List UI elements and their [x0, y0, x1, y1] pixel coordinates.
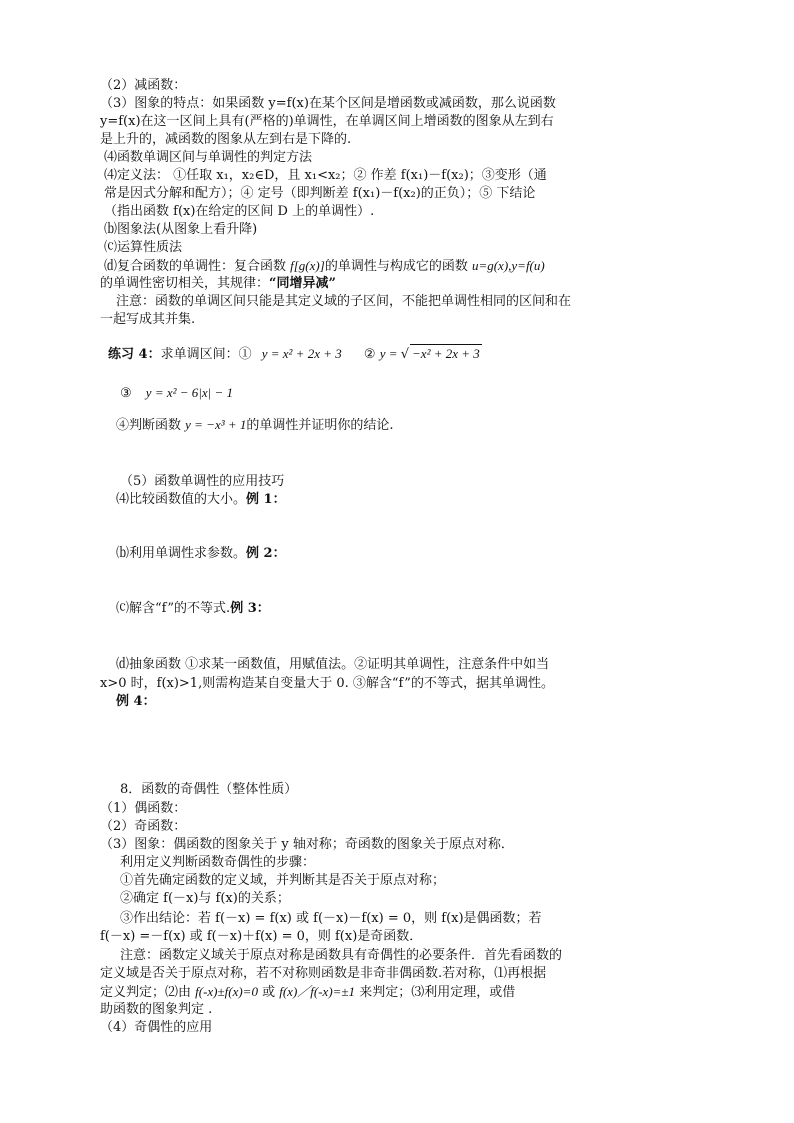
exercise-q3: y = x² − 6|x| − 1 [145, 385, 233, 400]
exercise-4-line-2 [120, 384, 233, 403]
graph-feature-line-1: （3）图象的特点：如果函数 y=f(x)在某个区间是增函数或减函数，那么说函数 [100, 96, 556, 111]
exercise-q2-lhs: y = [379, 346, 401, 361]
parity-step-3-line-2: f(－x) =－f(x) 或 f(－x)＋f(x) = 0，则 f(x)是奇函数． [100, 929, 423, 944]
parity-application-heading: （4）奇偶性的应用 [100, 1020, 213, 1035]
parity-note-line-3 [100, 983, 515, 1002]
monotonic-note-line-1: 注意：函数的单调区间只能是其定义域的子区间，不能把单调性相同的区间和在 [116, 294, 572, 309]
decreasing-function-heading: （2）减函数： [100, 78, 187, 93]
parity-note-or: 或 [257, 985, 280, 1000]
graph-method: ⒝图象法(从图象上看升降) [104, 222, 258, 237]
application-b-text: ⒝利用单调性求参数。 [116, 546, 247, 561]
exercise-q4-expr: y = −x³ + 1 [185, 417, 247, 432]
exercise-text: 求单调区间：① [160, 347, 256, 362]
exercise-q2-mark: ② [363, 347, 376, 362]
exercise-4-line-3 [116, 416, 394, 435]
application-a [116, 491, 286, 509]
graph-feature-line-3: 是上升的，减函数的图象从左到右是下降的. [100, 132, 352, 147]
exercise-q4-text-2: 的单调性并证明你的结论. [246, 418, 394, 433]
parity-heading: 8．函数的奇偶性（整体性质） [120, 782, 298, 797]
exercise-4-line-1 [108, 344, 482, 364]
exercise-label: 练习 4： [108, 347, 161, 362]
parity-steps-heading: 利用定义判断函数奇偶性的步骤： [120, 855, 316, 870]
parity-note-line-2: 定义域是否关于原点对称，若不对称则函数是非奇非偶函数.若对称，⑴再根据 [100, 966, 547, 981]
parity-note-line-1: 注意：函数定义域关于原点对称是函数具有奇偶性的必要条件．首先看函数的 [120, 948, 563, 963]
application-c-text: ⒞解含“f”的不等式. [116, 601, 231, 616]
definition-method-line-1: ⑷定义法： ①任取 x₁，x₂∈D，且 x₁<x₂；② 作差 f(x₁)－f(x₂)；③变形（通 [104, 168, 547, 183]
monotonic-methods-heading: ⑷函数单调区间与单调性的判定方法 [104, 150, 313, 165]
example-1-label: 例 1： [246, 492, 286, 507]
parity-graph: （3）图象：偶函数的图象关于 y 轴对称；奇函数的图象关于原点对称． [100, 837, 514, 852]
application-a-text: ⑷比较函数值的大小。 [116, 492, 247, 507]
parity-note-line-4: 助函数的图象判定 . [100, 1002, 213, 1017]
parity-formula-2: f(x)／f(-x)=±1 [279, 984, 356, 999]
application-c [116, 600, 270, 618]
parity-step-1: ①首先确定函数的定义域，并判断其是否关于原点对称； [120, 873, 446, 888]
composite-rule: “同增异减” [269, 276, 336, 291]
abstract-function-line-1: ⒟抽象函数 ①求某一函数值，用赋值法。②证明其单调性，注意条件中如当 [116, 657, 550, 672]
definition-method-line-3: （指出函数 f(x)在给定的区间 D 上的单调性）. [104, 204, 375, 219]
composite-text: ⒟复合函数的单调性：复合函数 [104, 259, 291, 274]
example-4-label: 例 4： [116, 694, 156, 709]
composite-text-2: 的单调性与构成它的函数 [324, 259, 472, 274]
definition-method-line-2: 常是因式分解和配方）；④ 定号（即判断差 f(x₁)－f(x₂)的正负）；⑤ 下结论 [104, 186, 536, 201]
exercise-q2-radicand: −x² + 2x + 3 [412, 346, 480, 361]
composite-formula: f[g(x)] [290, 258, 325, 273]
parity-step-2: ②确定 f(－x)与 f(x)的关系； [120, 891, 290, 906]
operation-method: ⒞运算性质法 [104, 240, 183, 255]
parity-note-text-2: 来判定；⑶利用定理，或借 [355, 985, 516, 1000]
sqrt-symbol: √ [400, 347, 410, 362]
exercise-q3-mark: ③ [120, 386, 132, 401]
example-2-label: 例 2： [246, 546, 286, 561]
application-b [116, 545, 286, 563]
composite-components: u=g(x),y=f(u) [471, 258, 545, 273]
composite-rule-text: 的单调性密切相关，其规律： [100, 276, 270, 291]
composite-method-line-1 [104, 257, 545, 276]
graph-feature-line-2: y=f(x)在这一区间上具有(严格的)单调性，在单调区间上增函数的图象从左到右 [100, 114, 554, 129]
example-3-label: 例 3： [230, 601, 270, 616]
even-function: （1）偶函数： [100, 801, 187, 816]
parity-step-3-line-1: ③作出结论：若 f(－x) = f(x) 或 f(－x)－f(x) = 0，则 f(x)是偶函数；若 [120, 911, 542, 926]
monotonic-note-line-2: 一起写成其并集. [100, 312, 196, 327]
composite-method-line-2 [100, 275, 336, 293]
exercise-q1: y = x² + 2x + 3 [261, 346, 342, 361]
exercise-q4-text: ④判断函数 [116, 418, 186, 433]
parity-note-text: 定义判定；⑵由 [100, 985, 196, 1000]
odd-function: （2）奇函数： [100, 819, 187, 834]
parity-formula-1: f(-x)±f(x)=0 [195, 984, 258, 999]
application-heading: （5）函数单调性的应用技巧 [120, 474, 285, 489]
abstract-function-line-2: x>0 时，f(x)>1,则需构造某自变量大于 0. ③解含“f”的不等式，据其单调性。 [100, 676, 554, 691]
